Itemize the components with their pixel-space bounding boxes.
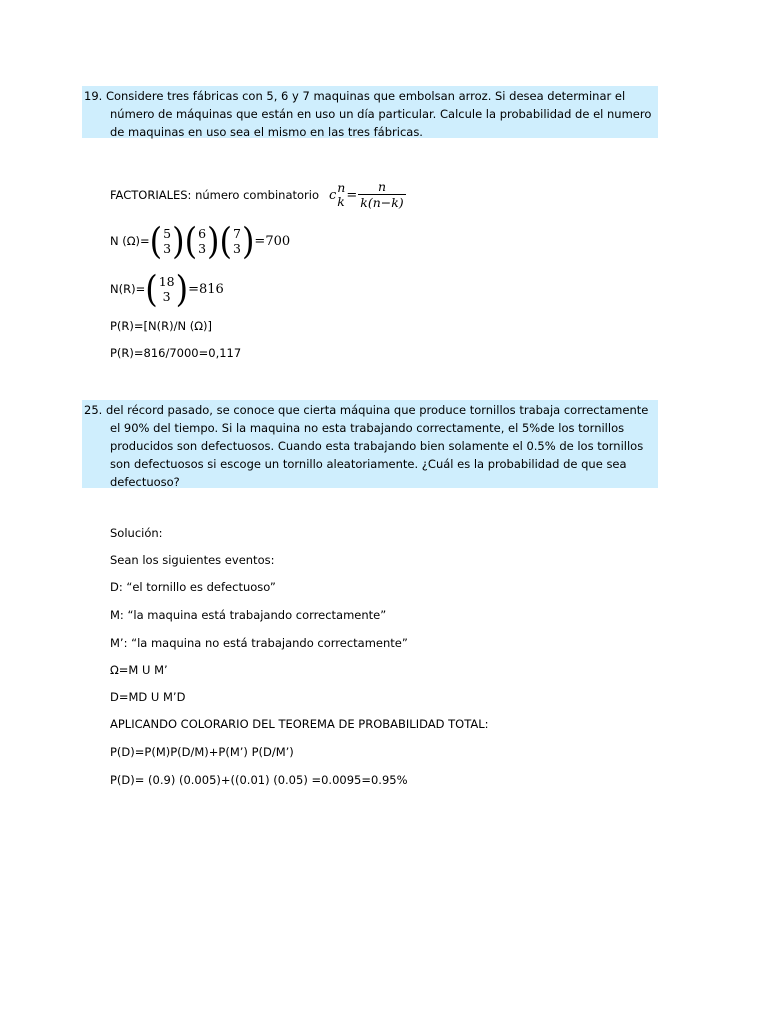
binom-bottom: 3	[198, 241, 207, 256]
binom-5-3	[149, 219, 185, 263]
d-union: D=MD U M’D	[110, 690, 186, 704]
left-paren: (	[145, 267, 158, 311]
solution-heading: Solución:	[110, 526, 163, 540]
solution-events-intro: Sean los siguientes eventos:	[110, 553, 275, 567]
binom-18-3	[145, 267, 189, 311]
n-omega-result: =700	[254, 233, 291, 249]
n-r-result: =816	[188, 281, 224, 297]
event-d: D: “el tornillo es defectuoso”	[110, 580, 276, 594]
total-probability-result: P(D)= (0.9) (0.005)+((0.01) (0.05) =0.0095=0.95%	[110, 773, 408, 787]
binom-bottom: 3	[162, 289, 171, 304]
n-r-label: N(R)=	[110, 282, 146, 296]
formula-n-top: n	[337, 180, 346, 195]
formula-c: c	[329, 187, 337, 203]
combination-formula	[329, 180, 406, 210]
binom-7-3	[219, 219, 255, 263]
total-probability-heading: APLICANDO COLORARIO DEL TEOREMA DE PROBABILIDAD TOTAL:	[110, 717, 489, 731]
question-19-box	[82, 86, 658, 138]
formula-nk-stack	[337, 181, 345, 209]
formula-equals: =	[346, 187, 358, 203]
formula-k-bottom: k	[337, 194, 345, 209]
n-r-line	[110, 267, 224, 311]
binom-stack	[232, 226, 242, 256]
binom-bottom: 3	[163, 241, 172, 256]
binom-stack	[162, 226, 172, 256]
factoriales-line	[110, 178, 406, 212]
left-paren: (	[149, 219, 163, 263]
binom-top: 5	[163, 226, 172, 241]
question-25-box	[82, 400, 658, 488]
right-paren: )	[207, 219, 220, 263]
binom-stack	[197, 226, 207, 256]
formula-frac-den: k(n−k)	[360, 195, 404, 210]
event-m: M: “la maquina está trabajando correctamente”	[110, 608, 387, 622]
right-paren: )	[175, 267, 189, 311]
binom-top: 6	[198, 226, 207, 241]
event-m-prime: M’: “la maquina no está trabajando correctamente”	[110, 636, 408, 650]
left-paren: (	[219, 219, 232, 263]
binom-bottom: 3	[232, 241, 241, 256]
p-r-definition: P(R)=[N(R)/N (Ω)]	[110, 319, 212, 333]
question-19-text: 19. Considere tres fábricas con 5, 6 y 7 maquinas que embolsan arroz. Si desea determinar el número de máquinas que están en uso un día particular. Calcule la probabilidad de el numero de maquinas en uso sea el mismo en las tres fábricas.	[84, 89, 652, 139]
n-omega-line	[110, 219, 291, 263]
omega-union: Ω=M U M’	[110, 663, 168, 677]
total-probability-formula: P(D)=P(M)P(D/M)+P(M’) P(D/M’)	[110, 745, 294, 759]
p-r-value: P(R)=816/7000=0,117	[110, 346, 242, 360]
binom-top: 7	[232, 226, 241, 241]
question-25-text: 25. del récord pasado, se conoce que cierta máquina que produce tornillos trabaja correctamente el 90% del tiempo. Si la maquina no esta trabajando correctamente, el 5%de los tornillos producidos son defectuosos. Cuando esta trabajando bien solamente el 0.5% de los tornillos son defectuosos si escoge un tornillo aleatoriamente. ¿Cuál es la probabilidad de que sea defectuoso?	[84, 403, 649, 489]
binom-6-3	[184, 219, 220, 263]
binom-top: 18	[158, 274, 175, 289]
formula-fraction	[358, 180, 405, 210]
factoriales-label: FACTORIALES: número combinatorio	[110, 188, 319, 202]
left-paren: (	[184, 219, 198, 263]
right-paren: )	[241, 219, 255, 263]
binom-stack	[158, 274, 176, 304]
formula-frac-num: n	[358, 180, 405, 195]
n-omega-label: N (Ω)=	[110, 234, 150, 248]
right-paren: )	[172, 219, 185, 263]
